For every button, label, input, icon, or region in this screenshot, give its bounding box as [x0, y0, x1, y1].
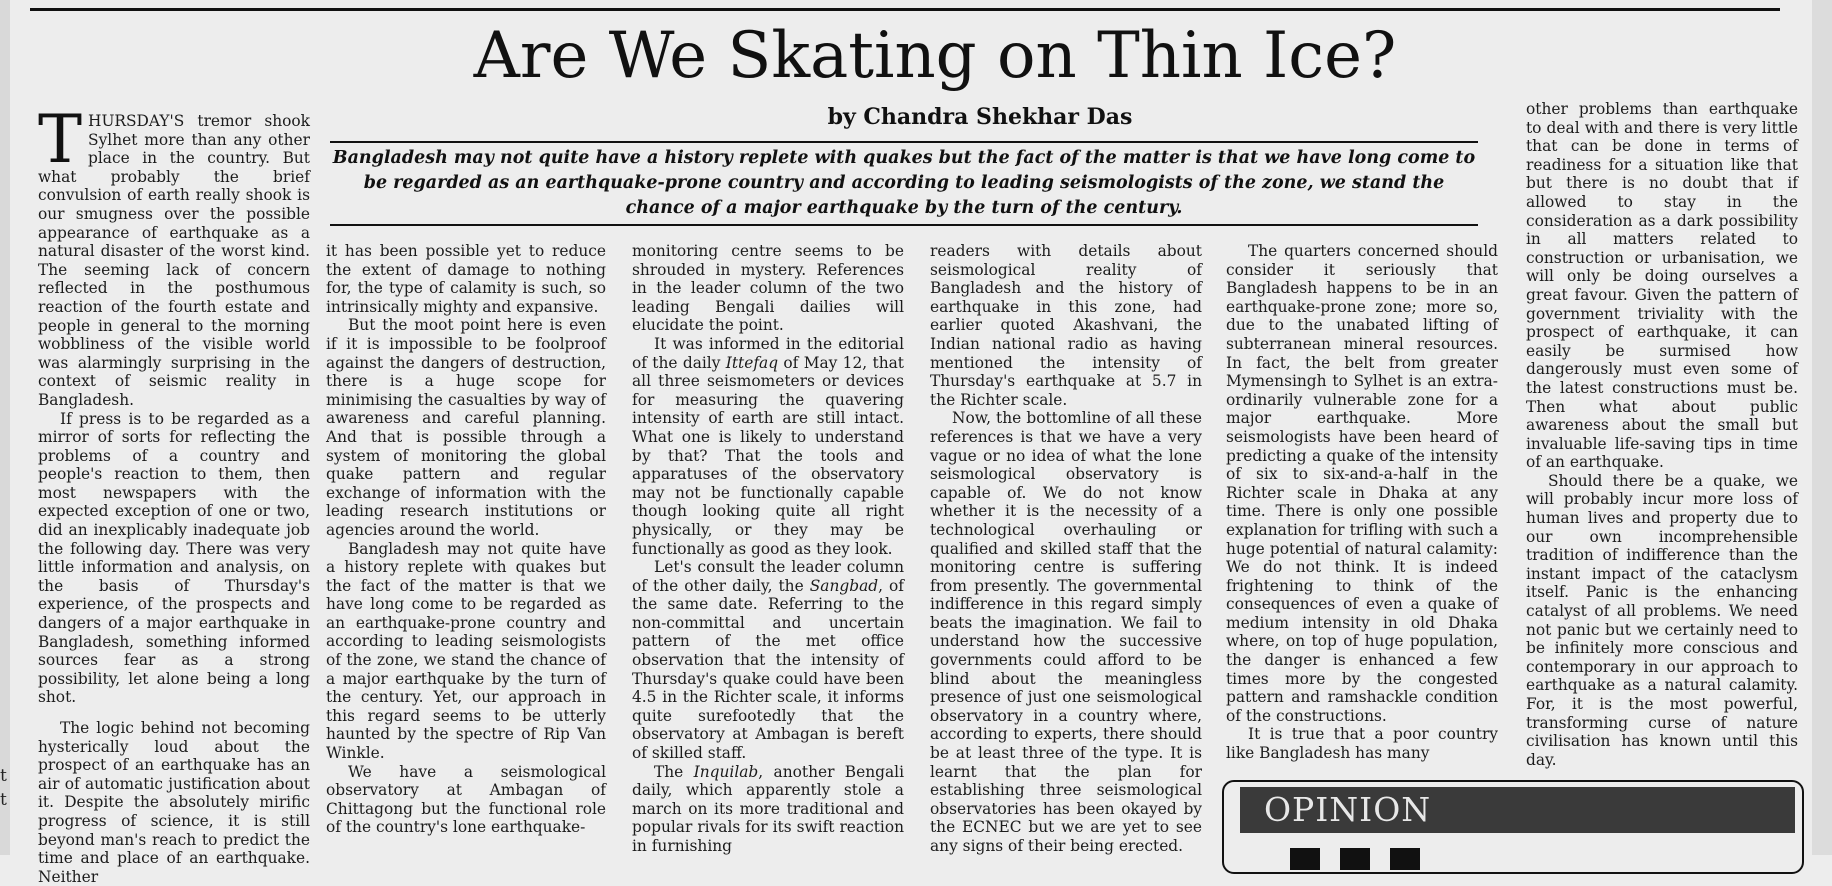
edge-letter: t — [0, 766, 7, 786]
clipped-glyph — [1340, 848, 1370, 870]
top-rule — [30, 8, 1780, 11]
paragraph: The quarters concerned should consider it seriously that Bangladesh happens to be in an earthquake-prone zone; more so, due to the unabated lifting of subterranean mineral resources. In fact, the belt from greater Mymensingh to Sylhet is an extra-ordinarily vulnerable zone for a major earthquake. More seismologists have been heard of predicting a quake of the intensity of six to six-and-a-half in the Richter scale in Dhaka at any time. There is only one possible explanation for trifling with such a huge potential of natural calamity: We do not think. It is indeed frightening to think of the consequences of even a quake of medium intensity in old Dhaka where, on top of huge population, the danger is enhanced a few times more by the congested pattern and ramshackle condition of the constructions. — [1226, 242, 1498, 725]
paragraph-text: , of the same date. Referring to the non-committal and uncertain pattern of the met office observation that the intensity of Thursday's quake could have been 4.5 in the Richter scale, it informs quite surefootedly that the observatory at Ambagan is bereft of skilled staff. — [632, 576, 905, 763]
paragraph: We have a seismological observatory at Ambagan of Chittagong but the functional role of the country's lone earthquake- — [326, 762, 606, 837]
paragraph: Now, the bottomline of all these references is that we have a very vague or no idea of what the lone seismological observatory is capable of. We do not know whether it is the necessity of a technological overhauling or qualified and skilled staff that the monitoring centre is suffering from presently. The governmental indifference in this regard simply beats the imagination. We fail to understand how the successive governments could afford to be blind about the meaningless presence of just one seismological observatory in a country where, according to experts, there should be at least three of the type. It is learnt that the plan for establishing three seismological observatories has been okayed by the ECNEC but we are yet to see any signs of their being erected. — [930, 409, 1202, 855]
paragraph: readers with details about seismological reality of Bangladesh and the history of earthquake in this zone, had earlier quoted Akashvani, the Indian national radio as having mentioned the intensity of Thursday's earthquake at 5.7 in the Richter scale. — [930, 242, 1202, 409]
paragraph: It is true that a poor country like Bangladesh has many — [1226, 725, 1498, 763]
article-column-5 — [1226, 242, 1498, 763]
paragraph-text: It was informed in the editorial of the daily — [632, 334, 904, 372]
adjacent-page-edge — [0, 0, 10, 855]
clipped-glyph — [1290, 848, 1320, 870]
article-deck: Bangladesh may not quite have a history replete with quakes but the fact of the matter is that we have long come to be regarded as an earthquake-prone country and according to leading seismologists of the zone, we stand the chance of a major earthquake by the turn of the century. — [332, 148, 1476, 218]
paragraph: Bangladesh may not quite have a history replete with quakes but the fact of the matter is that we have long come to be regarded as an earthquake-prone country and according to leading seismologists of the zone, we stand the chance of a major earthquake by the turn of the century. Yet, our approach in this regard seems to be utterly haunted by the spectre of Rip Van Winkle. — [326, 539, 606, 763]
article-column-6 — [1526, 100, 1798, 769]
paragraph-text: , another Bengali daily, which apparently stole a march on its more traditional and popular rivals for its swift reaction in furnishing — [632, 762, 904, 855]
article-column-2 — [326, 242, 606, 837]
edge-letter: t — [0, 790, 7, 810]
paragraph-text: Let's consult the leader column of the other daily, the — [632, 558, 904, 595]
next-headline-fragment — [1290, 840, 1832, 870]
newspaper-name: Sangbad — [809, 576, 879, 595]
clipped-glyph — [1390, 848, 1420, 870]
paragraph: HURSDAY'S tremor shook Sylhet more than any other place in the country. But what probably the brief convulsion of earth really shook is our smugness over the possible appearance of earthquake as a natural disaster of the worst kind. The seeming lack of concern reflected in the posthumous reaction of the fourth estate and people in general to the morning wobbliness of the visible world was alarmingly surprising in the context of seismic reality in Bangladesh. — [38, 112, 310, 409]
paragraph — [632, 558, 904, 763]
newspaper-name: Inquilab — [693, 762, 759, 781]
deck-rule-top — [330, 141, 1478, 143]
drop-cap: T — [38, 101, 83, 178]
article-column-3 — [632, 242, 904, 856]
opinion-label: OPINION — [1264, 790, 1432, 829]
paragraph: The logic behind not becoming hysterically loud about the prospect of an earthquake has an air of automatic justification about it. Despite the absolutely mirific progress of science, it is still beyond man's reach to predict the time and place of an earthquake. Neither — [38, 719, 310, 886]
paragraph: Should there be a quake, we will probably incur more loss of human lives and property due to our own incomprehensible tradition of indifference than the instant impact of the cataclysm itself. Panic is the enhancing catalyst of all problems. We need not panic but we certainly need to be infinitely more conscious and contemporary in our approach to earthquake as a natural calamity. For, it is the most powerful, transforming curse of nature civilisation has known until this day. — [1526, 471, 1798, 769]
deck-rule-bottom — [330, 224, 1478, 226]
paragraph: other problems than earthquake to deal with and there is very little that can be done in terms of readiness for a situation like that but there is no doubt that if allowed to stay in the consideration as a dark possibility in all matters related to construction or urbanisation, we will only be doing ourselves a great favour. Given the pattern of government triviality with the prospect of earthquake, it can easily be surmised how dangerously must even some of the latest constructions must be. Then what about public awareness about the small but invaluable life-saving tips in time of an earthquake. — [1526, 100, 1798, 472]
newspaper-name: Ittefaq — [725, 353, 779, 372]
paragraph — [632, 335, 904, 558]
article-column-1 — [38, 101, 310, 886]
paragraph-text: of May 12, that all three seismometers or devices for measuring the quavering intensity of earth are still intact. What one is likely to understand by that? That the tools and apparatuses of the observatory may not be functionally capable though looking quite all right physically, or they may be functionally as good as they look. — [632, 353, 904, 558]
article-byline: by Chandra Shekhar Das — [827, 104, 1133, 130]
paragraph: But the moot point here is even if it is impossible to be foolproof against the dangers of destruction, there is a huge scope for minimising the casualties by way of awareness and careful planning. And that is possible through a system of monitoring the global quake pattern and regular exchange of information with the leading research institutions or agencies around the world. — [326, 316, 606, 539]
paragraph — [632, 763, 904, 856]
paragraph: If press is to be regarded as a mirror of sorts for reflecting the problems of a country and people's reaction to them, then most newspapers with the expected exception of one or two, did an inexplicably inadequate job the following day. There was very little information and analysis, on the basis of Thursday's experience, of the prospects and dangers of a major earthquake in Bangladesh, something informed sources fear as a strong possibility, let alone being a long shot. — [38, 409, 310, 707]
article-column-4 — [930, 242, 1202, 856]
paragraph: it has been possible yet to reduce the extent of damage to nothing for, the type of calamity is such, so intrinsically mighty and expansive. — [326, 242, 606, 316]
paragraph-text: The — [654, 762, 684, 781]
adjacent-page-edge-right — [1812, 0, 1832, 855]
paragraph: monitoring centre seems to be shrouded in mystery. References in the leader column of the two leading Bengali dailies will elucidate the point. — [632, 242, 904, 335]
article-headline: Are We Skating on Thin Ice? — [473, 19, 1397, 93]
